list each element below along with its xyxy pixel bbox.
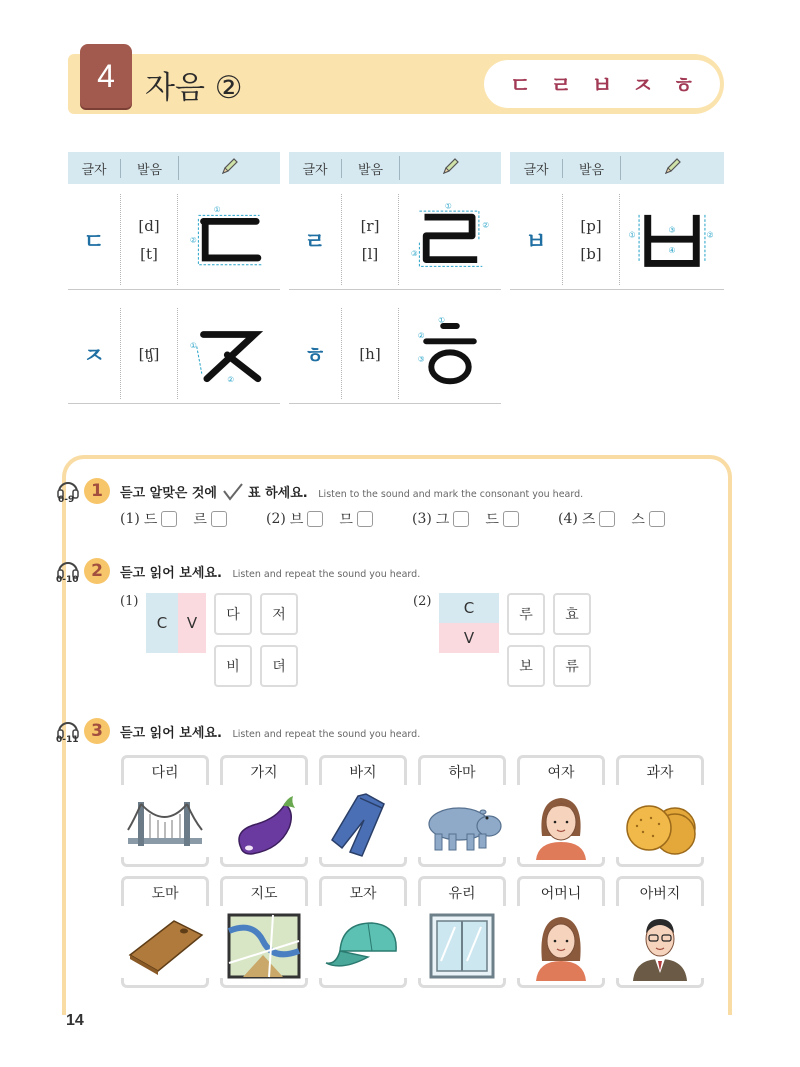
- header-pronunciation: 발음: [120, 159, 178, 178]
- instruction-en: Listen to the sound and mark the consonant you heard.: [318, 489, 584, 500]
- part-number: (2): [413, 594, 432, 609]
- consonant-tag: C: [439, 593, 499, 623]
- consonant-letter: ㅈ: [83, 343, 105, 369]
- audio-track-label: 0-10: [56, 575, 79, 585]
- pronunciation-value: [h]: [359, 344, 381, 363]
- choice-number: (2): [266, 511, 286, 527]
- pronunciation: [562, 194, 620, 285]
- header-letter: 글자: [81, 162, 107, 178]
- pronunciation-value: [ʧ]: [138, 344, 160, 363]
- choice-number: (4): [558, 511, 578, 527]
- card-base: [418, 857, 506, 867]
- stroke-mark: ①: [628, 229, 636, 239]
- pronunciation: [341, 308, 399, 399]
- pencil-icon: [620, 156, 724, 180]
- stroke-order-glyph: [178, 304, 280, 404]
- checkbox[interactable]: [503, 511, 519, 527]
- instruction-ko: 표 하세요.: [248, 486, 308, 501]
- word-label: 바지: [319, 755, 407, 785]
- table-header: [68, 152, 280, 184]
- consonant-chip: ㄷ: [509, 73, 532, 99]
- cookie-icon: [616, 785, 704, 865]
- choice-option: 드: [143, 512, 158, 528]
- exercise-instruction: [120, 482, 583, 505]
- pencil-icon: [178, 156, 280, 180]
- consonant-chip: ㅂ: [591, 73, 613, 99]
- card-base: [121, 978, 209, 988]
- syllable-tile: 비: [214, 645, 252, 687]
- mother-icon: [517, 906, 605, 986]
- pronunciation-value: [l]: [361, 244, 379, 263]
- vowel-tag: V: [439, 623, 499, 653]
- choice-item: [266, 509, 373, 529]
- stroke-order-glyph: [620, 190, 724, 290]
- hippo-icon: [418, 785, 506, 865]
- choice-option: 므: [339, 512, 353, 528]
- header-pronunciation: 발음: [562, 159, 620, 178]
- stroke-order-glyph: [399, 304, 501, 404]
- header-pronunciation: 발음: [341, 159, 399, 178]
- word-label: 가지: [220, 755, 308, 785]
- stroke-mark: ①: [213, 204, 221, 214]
- table-header: [510, 152, 724, 184]
- consonant-chip: ㅈ: [632, 73, 654, 99]
- part-number: (1): [120, 594, 139, 609]
- consonant-chip: ㄹ: [550, 73, 572, 99]
- card-base: [418, 978, 506, 988]
- header-letter: 글자: [523, 162, 549, 178]
- consonant-letter: ㄹ: [304, 229, 326, 255]
- stroke-mark: ②: [227, 374, 235, 384]
- exercise-number: 3: [84, 718, 110, 744]
- card-base: [616, 978, 704, 988]
- stroke-order-glyph: [178, 190, 280, 290]
- woman-icon: [517, 785, 605, 865]
- stroke-mark: ②: [189, 235, 197, 245]
- audio-track-label: 0-11: [56, 735, 79, 745]
- checkbox[interactable]: [161, 511, 177, 527]
- map-icon: [220, 906, 308, 986]
- pronunciation-value: [r]: [360, 216, 380, 235]
- syllable-tile: 뎌: [260, 645, 298, 687]
- choice-option: 드: [485, 512, 499, 528]
- stroke-mark: ④: [668, 245, 676, 255]
- pronunciation-value: [d]: [138, 216, 160, 235]
- instruction-ko: 듣고 알맞은 것에: [120, 486, 217, 501]
- stroke-mark: ③: [410, 248, 418, 258]
- instruction-ko: 듣고 읽어 보세요.: [120, 566, 222, 581]
- table-header: [289, 152, 501, 184]
- checkbox[interactable]: [211, 511, 227, 527]
- word-label: 아버지: [616, 876, 704, 906]
- consonant-letter: ㅂ: [525, 229, 547, 255]
- consonant-cell: [68, 190, 280, 290]
- word-label: 모자: [319, 876, 407, 906]
- stroke-mark: ①: [438, 315, 445, 325]
- word-label: 다리: [121, 755, 209, 785]
- word-label: 하마: [418, 755, 506, 785]
- lesson-title: 자음 ②: [145, 70, 243, 106]
- choice-number: (3): [412, 511, 432, 527]
- checkbox[interactable]: [357, 511, 373, 527]
- stroke-mark: ③: [668, 224, 676, 234]
- syllable-tile: 다: [214, 593, 252, 635]
- consonant-letter: ㄷ: [83, 229, 105, 255]
- pencil-icon: [399, 156, 501, 180]
- stroke-mark: ②: [706, 229, 714, 239]
- exercise-number: 1: [84, 478, 110, 504]
- syllable-tile: 류: [553, 645, 591, 687]
- choice-option: 브: [289, 512, 304, 528]
- window-icon: [418, 906, 506, 986]
- word-label: 지도: [220, 876, 308, 906]
- pronunciation: [341, 194, 399, 285]
- instruction-en: Listen and repeat the sound you heard.: [232, 729, 421, 740]
- consonant-chip: ㅎ: [672, 73, 695, 99]
- pronunciation-value: [b]: [580, 244, 602, 263]
- card-base: [319, 978, 407, 988]
- card-base: [220, 857, 308, 867]
- checkbox[interactable]: [599, 511, 615, 527]
- word-label: 여자: [517, 755, 605, 785]
- stroke-mark: ②: [417, 330, 425, 340]
- bridge-icon: [121, 785, 209, 865]
- consonant-cell: [68, 304, 280, 404]
- card-base: [616, 857, 704, 867]
- word-label: 과자: [616, 755, 704, 785]
- stroke-mark: ③: [417, 354, 425, 364]
- choice-option: 르: [193, 512, 207, 528]
- word-label: 도마: [121, 876, 209, 906]
- card-base: [517, 978, 605, 988]
- consonant-cell: [289, 190, 501, 290]
- eggplant-icon: [220, 785, 308, 865]
- header-letter: 글자: [302, 162, 328, 178]
- choice-option: 즈: [581, 512, 596, 528]
- checkbox[interactable]: [453, 511, 469, 527]
- exercise-instruction: [120, 722, 420, 741]
- consonant-tag: C: [146, 593, 178, 653]
- instruction-en: Listen and repeat the sound you heard.: [232, 569, 421, 580]
- pronunciation: [120, 194, 178, 285]
- stroke-mark: ①: [189, 340, 197, 350]
- cutting-board-icon: [121, 906, 209, 986]
- vowel-tag: V: [178, 593, 206, 653]
- choice-item: [120, 509, 227, 529]
- father-icon: [616, 906, 704, 986]
- choice-option: 그: [435, 512, 450, 528]
- cap-icon: [319, 906, 407, 986]
- audio-track-label: 0-9: [58, 495, 75, 505]
- syllable-tile: 루: [507, 593, 545, 635]
- card-base: [517, 857, 605, 867]
- page-number: 14: [66, 1012, 84, 1029]
- instruction-ko: 듣고 읽어 보세요.: [120, 726, 222, 741]
- consonant-letter: ㅎ: [304, 343, 326, 369]
- checkbox[interactable]: [649, 511, 665, 527]
- word-label: 어머니: [517, 876, 605, 906]
- choice-option: 스: [631, 512, 645, 528]
- card-base: [121, 857, 209, 867]
- pants-icon: [319, 785, 407, 865]
- syllable-tile: 저: [260, 593, 298, 635]
- consonant-summary-pill: [484, 60, 720, 108]
- pronunciation: [120, 308, 178, 399]
- syllable-tile: 보: [507, 645, 545, 687]
- exercise-number: 2: [84, 558, 110, 584]
- stroke-mark: ①: [444, 201, 452, 211]
- stroke-order-glyph: [399, 190, 501, 290]
- choice-item: [558, 509, 665, 529]
- checkbox[interactable]: [307, 511, 323, 527]
- consonant-cell: [510, 190, 724, 290]
- consonant-cell: [289, 304, 501, 404]
- word-label: 유리: [418, 876, 506, 906]
- lesson-number-badge: 4: [80, 44, 132, 108]
- pronunciation-value: [p]: [580, 216, 602, 235]
- checkmark-icon: [222, 483, 244, 505]
- card-base: [319, 857, 407, 867]
- syllable-tile: 효: [553, 593, 591, 635]
- choice-item: [412, 509, 519, 529]
- pronunciation-value: [t]: [140, 244, 158, 263]
- stroke-mark: ②: [482, 219, 490, 229]
- choice-number: (1): [120, 511, 140, 527]
- exercise-instruction: [120, 562, 420, 581]
- card-base: [220, 978, 308, 988]
